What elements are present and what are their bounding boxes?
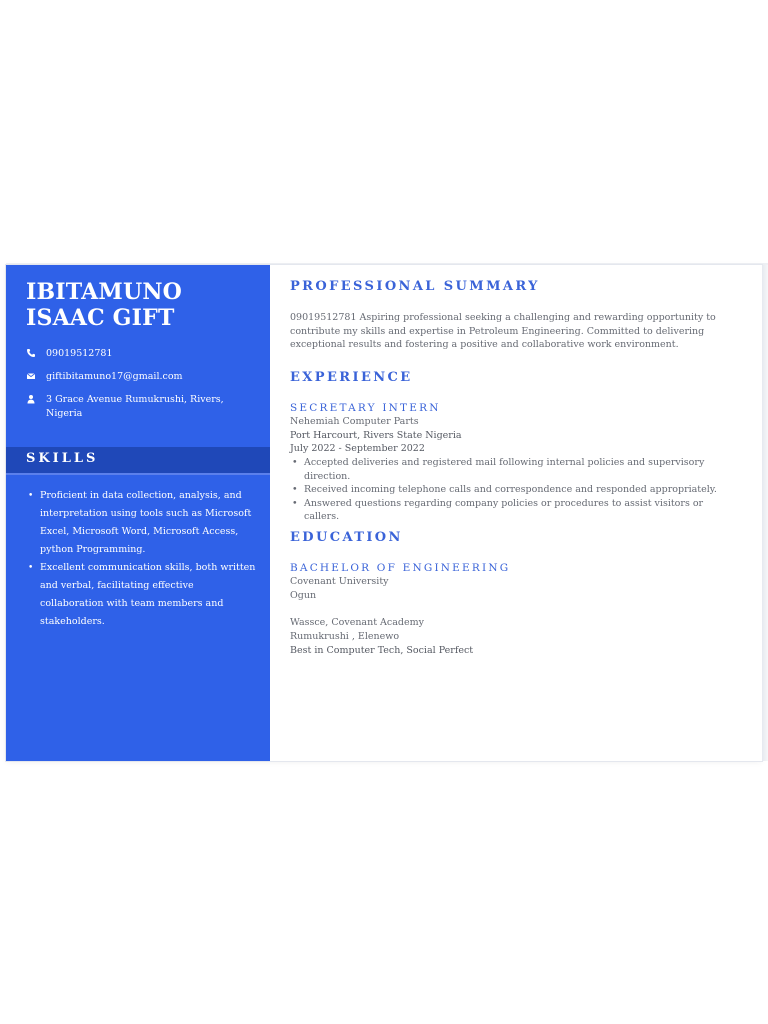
sidebar: [6, 265, 270, 761]
contact-address: [26, 393, 262, 421]
job-duties-list: [290, 456, 740, 524]
job-duty-item: • Answered questions regarding company policies or procedures to assist visitors or callers.: [290, 497, 740, 524]
job-duty-item: • Received incoming telephone calls and correspondence and responded appropriately.: [290, 483, 740, 497]
street-address: 3 Grace Avenue Rumukrushi, Rivers, Nigeria: [46, 394, 224, 419]
phone-icon: [26, 348, 36, 358]
skill-item: • Proficient in data collection, analysis, and interpretation using tools such as Microsoft Excel, Microsoft Word, Microsoft Access, python Programming.: [26, 487, 256, 559]
phone-number: 09019512781: [46, 348, 113, 359]
contact-email: [26, 370, 262, 384]
location-icon: [26, 394, 36, 404]
email-icon: [26, 371, 36, 381]
contact-phone: [26, 347, 262, 361]
skills-list: [26, 487, 256, 631]
secondary-school-location: Rumukrushi , Elenewo: [290, 631, 400, 642]
job-dates: July 2022 - September 2022: [290, 443, 425, 454]
job-location: Port Harcourt, Rivers State Nigeria: [290, 430, 462, 441]
resume-page: [6, 265, 762, 761]
degree-title: BACHELOR OF ENGINEERING: [290, 562, 511, 574]
experience-title: EXPERIENCE: [290, 370, 413, 385]
candidate-name: IBITAMUNO ISAAC GIFT: [26, 279, 183, 331]
secondary-school-name: Wassce, Covenant Academy: [290, 617, 424, 628]
education-note: Best in Computer Tech, Social Perfect: [290, 645, 474, 656]
page-edge-shadow: [762, 265, 768, 761]
professional-summary-title: PROFESSIONAL SUMMARY: [290, 279, 540, 294]
school-name: Covenant University: [290, 576, 389, 587]
skills-title: SKILLS: [26, 451, 99, 466]
contact-list: [26, 347, 262, 421]
education-title: EDUCATION: [290, 530, 403, 545]
job-title: SECRETARY INTERN: [290, 402, 441, 414]
email-address: giftibitamuno17@gmail.com: [46, 371, 183, 382]
skills-header-band: [6, 447, 270, 475]
job-company: Nehemiah Computer Parts: [290, 416, 419, 427]
job-duty-item: • Accepted deliveries and registered mail following internal policies and supervisory direction.: [290, 456, 740, 483]
school-location: Ogun: [290, 590, 317, 601]
skill-item: • Excellent communication skills, both written and verbal, facilitating effective collaboration with team members and stakeholders.: [26, 559, 256, 631]
professional-summary-text: 09019512781 Aspiring professional seeking a challenging and rewarding opportunity to contribute my skills and expertise in Petroleum Engineering. Committed to delivering exceptional results and fostering a positive and collaborative work environment.: [290, 312, 716, 350]
main-content: [290, 265, 752, 761]
